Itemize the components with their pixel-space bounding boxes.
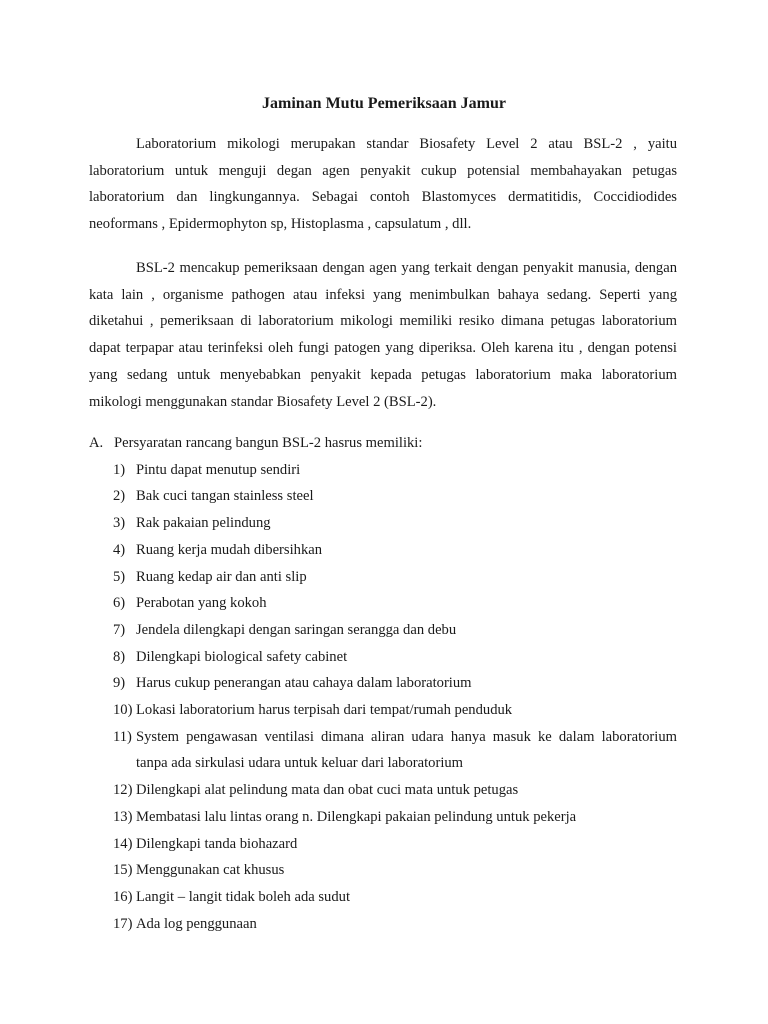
item-text: Bak cuci tangan stainless steel [136, 488, 314, 505]
item-number: 17) [113, 915, 133, 932]
item-text: Jendela dilengkapi dengan saringan serangga dan debu [136, 621, 457, 638]
item-text: Dilengkapi tanda biohazard [136, 835, 298, 852]
item-number: 15) [113, 862, 133, 879]
list-item [113, 857, 677, 884]
item-text: Pintu dapat menutup sendiri [136, 461, 301, 478]
item-text: Harus cukup penerangan atau cahaya dalam laboratorium [136, 675, 472, 692]
list-item [113, 777, 677, 804]
item-number: 12) [113, 782, 133, 799]
item-text: Perabotan yang kokoh [136, 595, 267, 612]
item-number: 6) [113, 595, 126, 612]
item-text: Lokasi laboratorium harus terpisah dari tempat/rumah penduduk [136, 702, 513, 719]
item-number: 13) [113, 808, 133, 825]
list-item [113, 537, 677, 564]
item-text: Dilengkapi alat pelindung mata dan obat cuci mata untuk petugas [136, 782, 519, 799]
item-text: Rak pakaian pelindung [136, 515, 271, 532]
list-item [113, 670, 677, 697]
item-text: Membatasi lalu lintas orang n. Dilengkapi pakaian pelindung untuk pekerja [136, 808, 577, 825]
item-number: 16) [113, 888, 133, 905]
list-item [113, 724, 677, 777]
item-number: 5) [113, 568, 126, 585]
list-item [113, 804, 677, 831]
list-item [113, 564, 677, 591]
item-text: Langit – langit tidak boleh ada sudut [136, 888, 350, 905]
paragraph-2: BSL-2 mencakup pemeriksaan dengan agen yang terkait dengan penyakit manusia, dengan kata lain , organisme pathogen atau infeksi yang menimbulkan bahaya sedang. Seperti yang diketahui , pemeriksaan di laboratorium mikologi memiliki resiko dimana petugas laboratorium dapat terpapar atau terinfeksi oleh fungi patogen yang diperiksa. Oleh karena itu , dengan potensi yang sedang untuk menyebabkan penyakit kepada petugas laboratorium maka laboratorium mikologi menggunakan standar Biosafety Level 2 (BSL-2). [89, 260, 677, 410]
item-text: Menggunakan cat khusus [136, 862, 285, 879]
item-number: 7) [113, 621, 126, 638]
item-text: Ruang kerja mudah dibersihkan [136, 541, 323, 558]
item-number: 9) [113, 675, 126, 692]
item-number: 11) [113, 728, 132, 745]
list-item [113, 510, 677, 537]
item-number: 8) [113, 648, 126, 665]
item-text: Ada log penggunaan [136, 915, 257, 932]
list-item [113, 697, 677, 724]
item-number: 10) [113, 702, 133, 719]
item-number: 14) [113, 835, 133, 852]
list-item [113, 483, 677, 510]
section-letter: A. [89, 435, 104, 451]
list-item [113, 911, 677, 938]
requirements-list [113, 457, 677, 938]
item-text: Ruang kedap air dan anti slip [136, 568, 307, 585]
item-text: Dilengkapi biological safety cabinet [136, 648, 348, 665]
paragraph-1: Laboratorium mikologi merupakan standar Biosafety Level 2 atau BSL-2 , yaitu laboratorium untuk menguji degan agen penyakit cukup potensial membahayakan petugas laboratorium dan lingkungannya. Sebagai contoh Blastomyces dermatitidis, Coccidiodides neoformans , Epidermophyton sp, Histoplasma , capsulatum , dll. [89, 136, 677, 233]
list-item [113, 457, 677, 484]
item-number: 4) [113, 541, 126, 558]
section-a-heading [89, 430, 677, 457]
section-heading-text: Persyaratan rancang bangun BSL-2 hasrus memiliki: [114, 435, 423, 451]
list-item [113, 617, 677, 644]
section-a [89, 430, 677, 937]
list-item [113, 590, 677, 617]
list-item [113, 644, 677, 671]
item-text: System pengawasan ventilasi dimana aliran udara hanya masuk ke dalam laboratorium tanpa ada sirkulasi udara untuk keluar dari laboratorium [136, 728, 677, 772]
document-title: Jaminan Mutu Pemeriksaan Jamur [262, 95, 506, 112]
item-number: 3) [113, 515, 126, 532]
list-item [113, 884, 677, 911]
item-number: 1) [113, 461, 126, 478]
item-number: 2) [113, 488, 126, 505]
list-item [113, 831, 677, 858]
